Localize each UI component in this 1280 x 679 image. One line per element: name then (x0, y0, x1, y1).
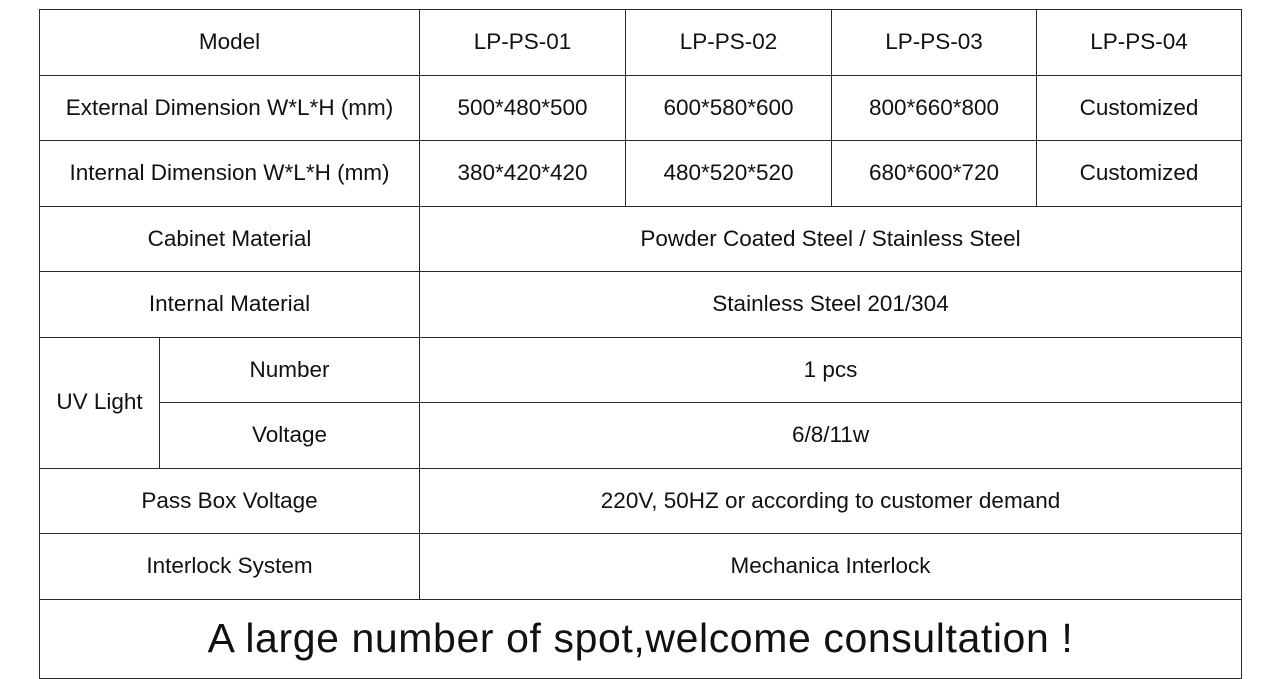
table-row-internal-material (40, 272, 1242, 338)
model-label: Model (40, 10, 420, 76)
model-lp-ps-02: LP-PS-02 (626, 10, 832, 76)
cabinet-material-label: Cabinet Material (40, 206, 420, 272)
model-lp-ps-04: LP-PS-04 (1037, 10, 1242, 76)
table-row-footer (40, 599, 1242, 678)
internal-material-label: Internal Material (40, 272, 420, 338)
uv-light-label: UV Light (40, 337, 160, 468)
table-row-internal-dimension (40, 141, 1242, 207)
internal-dimension-value: 380*420*420 (420, 141, 626, 207)
table-row-external-dimension (40, 75, 1242, 141)
internal-dimension-value: Customized (1037, 141, 1242, 207)
internal-material-value: Stainless Steel 201/304 (420, 272, 1242, 338)
footer-message: A large number of spot,welcome consultation ! (40, 599, 1242, 678)
uv-voltage-value: 6/8/11w (420, 403, 1242, 469)
specification-table (39, 9, 1242, 679)
uv-voltage-label: Voltage (160, 403, 420, 469)
external-dimension-value: 500*480*500 (420, 75, 626, 141)
table-row-model (40, 10, 1242, 76)
uv-number-value: 1 pcs (420, 337, 1242, 403)
external-dimension-label: External Dimension W*L*H (mm) (40, 75, 420, 141)
model-lp-ps-01: LP-PS-01 (420, 10, 626, 76)
pass-box-voltage-label: Pass Box Voltage (40, 468, 420, 534)
pass-box-voltage-value: 220V, 50HZ or according to customer demand (420, 468, 1242, 534)
cabinet-material-value: Powder Coated Steel / Stainless Steel (420, 206, 1242, 272)
table-row-uv-voltage (40, 403, 1242, 469)
model-lp-ps-03: LP-PS-03 (832, 10, 1037, 76)
table-row-cabinet-material (40, 206, 1242, 272)
external-dimension-value: Customized (1037, 75, 1242, 141)
internal-dimension-label: Internal Dimension W*L*H (mm) (40, 141, 420, 207)
table-row-interlock (40, 534, 1242, 600)
interlock-system-label: Interlock System (40, 534, 420, 600)
internal-dimension-value: 480*520*520 (626, 141, 832, 207)
interlock-system-value: Mechanica Interlock (420, 534, 1242, 600)
internal-dimension-value: 680*600*720 (832, 141, 1037, 207)
table-row-uv-number (40, 337, 1242, 403)
table-row-pass-box-voltage (40, 468, 1242, 534)
external-dimension-value: 600*580*600 (626, 75, 832, 141)
external-dimension-value: 800*660*800 (832, 75, 1037, 141)
uv-number-label: Number (160, 337, 420, 403)
